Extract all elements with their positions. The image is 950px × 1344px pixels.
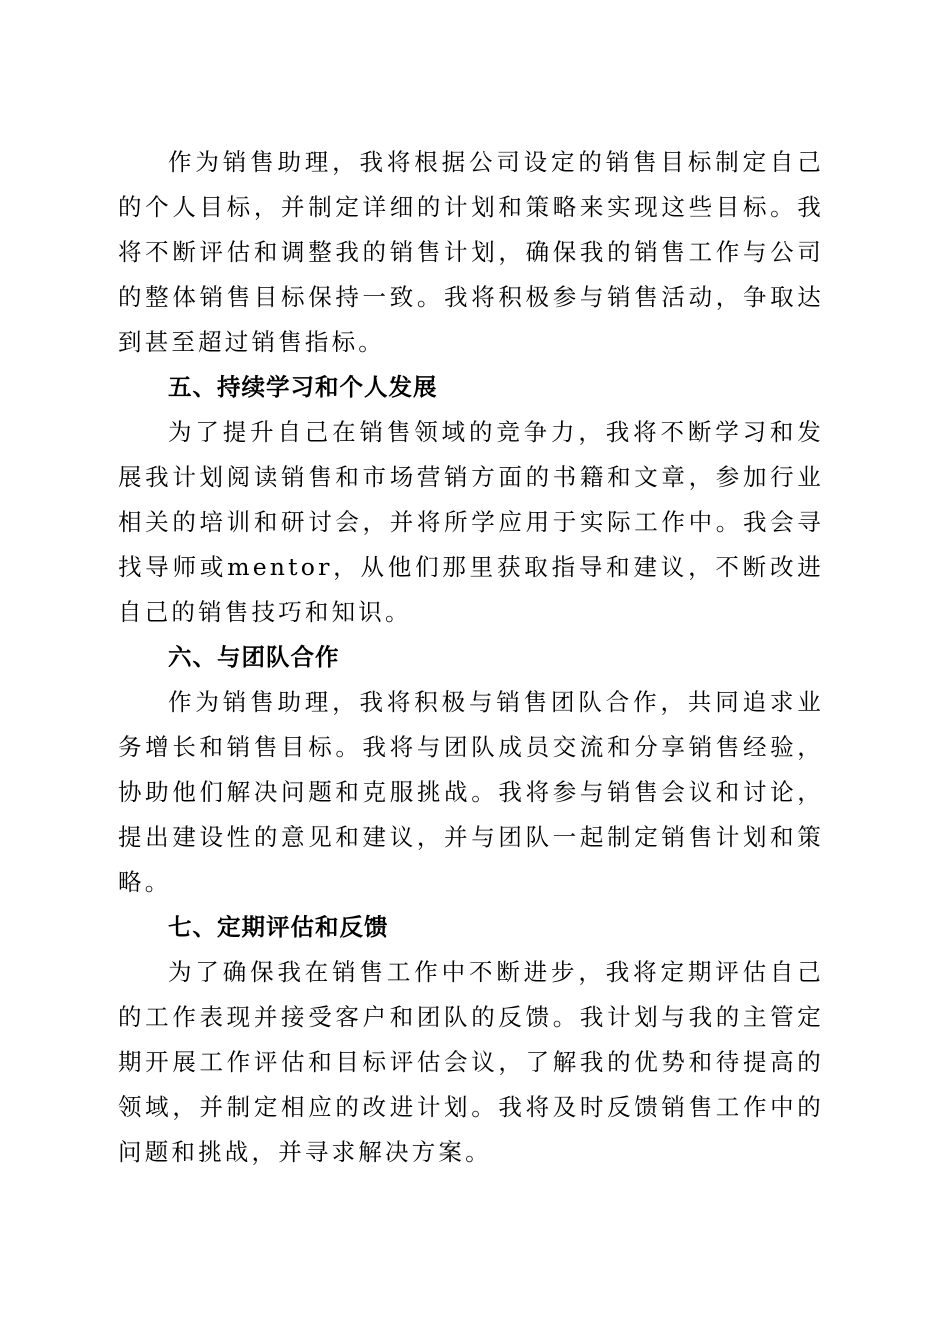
paragraph-sales-goals: 作为销售助理，我将根据公司设定的销售目标制定自己的个人目标，并制定详细的计划和策略来实现这些目标。我将不断评估和调整我的销售计划，确保我的销售工作与公司的整体销售目标保持一致。我将积极参与销售活动，争取达到甚至超过销售指标。 <box>118 148 824 356</box>
paragraph-teamwork: 作为销售助理，我将积极与销售团队合作，共同追求业务增长和销售目标。我将与团队成员交流和分享销售经验，协助他们解决问题和克服挑战。我将参与销售会议和讨论，提出建设性的意见和建议，并与团队一起制定销售计划和策略。 <box>118 688 824 896</box>
heading-continuous-learning: 五、持续学习和个人发展 <box>168 373 438 401</box>
paragraph-learning: 为了提升自己在销售领域的竞争力，我将不断学习和发展我计划阅读销售和市场营销方面的书籍和文章，参加行业相关的培训和研讨会，并将所学应用于实际工作中。我会寻找导师或mentor，从他们那里获取指导和建议，不断改进自己的销售技巧和知识。 <box>118 418 824 626</box>
paragraph-evaluation: 为了确保我在销售工作中不断进步，我将定期评估自己的工作表现并接受客户和团队的反馈。我计划与我的主管定期开展工作评估和目标评估会议，了解我的优势和待提高的领域，并制定相应的改进计划。我将及时反馈销售工作中的问题和挑战，并寻求解决方案。 <box>118 958 824 1166</box>
heading-team-cooperation: 六、与团队合作 <box>168 643 340 671</box>
document-body <box>118 140 824 1175</box>
heading-evaluation-feedback: 七、定期评估和反馈 <box>168 913 389 941</box>
